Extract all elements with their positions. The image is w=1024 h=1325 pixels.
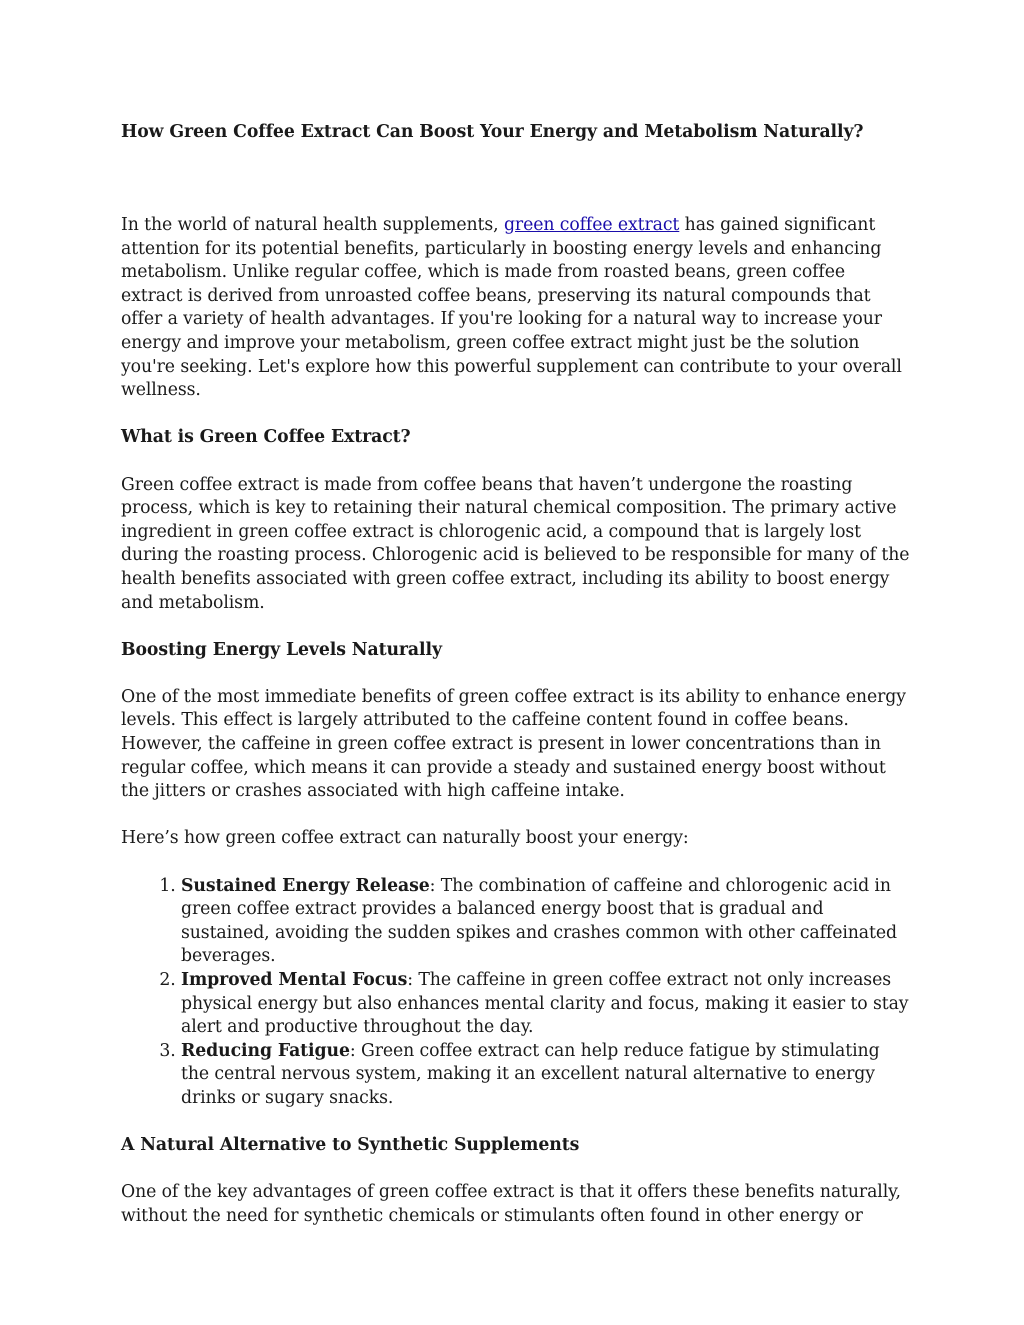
section-body-natural-alternative: One of the key advantages of green coffee extract is that it offers these benefits naturally, without the need for synthetic chemicals or stimulants often found in other energy or xyxy=(121,1182,901,1226)
list-intro: Here’s how green coffee extract can naturally boost your energy: xyxy=(121,828,689,849)
intro-paragraph xyxy=(121,214,911,403)
section-heading-what-is: What is Green Coffee Extract? xyxy=(121,427,411,448)
list-item xyxy=(181,875,911,969)
intro-text-after-link: has gained significant attention for its potential benefits, particularly in boosting energy levels and enhancing metabolism. Unlike regular coffee, which is made from roasted beans, green coffee extract is derived from unroasted coffee beans, preserving its natural compounds that offer a variety of health advantages. If you're looking for a natural way to increase your energy and improve your metabolism, green coffee extract might just be the solution you're seeking. Let's explore how this powerful supplement can contribute to your overall wellness. xyxy=(121,215,902,401)
section-heading-boosting-energy: Boosting Energy Levels Naturally xyxy=(121,639,442,660)
document-page xyxy=(121,118,911,1252)
list-item xyxy=(181,1040,911,1111)
document-title: How Green Coffee Extract Can Boost Your Energy and Metabolism Naturally? xyxy=(121,122,864,142)
list-item-label: Reducing Fatigue xyxy=(181,1040,350,1061)
list-item-label: Improved Mental Focus xyxy=(181,970,408,990)
list-item xyxy=(181,969,911,1040)
green-coffee-extract-link[interactable]: green coffee extract xyxy=(503,215,680,235)
list-item-text: : Green coffee extract can help reduce fatigue by stimulating the central nervous system, making it an excellent natural alternative to energy drinks or sugary snacks. xyxy=(181,1040,880,1108)
intro-text-before-link: In the world of natural health supplements, xyxy=(121,215,504,235)
title-spacer xyxy=(121,146,911,214)
list-item-text: : The combination of caffeine and chlorogenic acid in green coffee extract provides a balanced energy boost that is gradual and sustained, avoiding the sudden spikes and crashes common with other caffeinated beverages. xyxy=(181,875,897,967)
section-body-what-is: Green coffee extract is made from coffee beans that haven’t undergone the roasting process, which is key to retaining their natural chemical composition. The primary active ingredient in green coffee extract is chlorogenic acid, a compound that is largely lost during the roasting process. Chlorogenic acid is believed to be responsible for many of the health benefits associated with green coffee extract, including its ability to boost energy and metabolism. xyxy=(121,474,910,613)
list-item-label: Sustained Energy Release xyxy=(181,875,430,896)
energy-benefits-list xyxy=(121,875,911,1111)
list-item-text: : The caffeine in green coffee extract not only increases physical energy but also enhances mental clarity and focus, making it easier to stay alert and productive throughout the day. xyxy=(181,970,909,1038)
section-body-boosting-energy: One of the most immediate benefits of green coffee extract is its ability to enhance energy levels. This effect is largely attributed to the caffeine content found in coffee beans. However, the caffeine in green coffee extract is present in lower concentrations than in regular coffee, which means it can provide a steady and sustained energy boost without the jitters or crashes associated with high caffeine intake. xyxy=(121,686,906,802)
section-heading-natural-alternative: A Natural Alternative to Synthetic Supplements xyxy=(121,1135,580,1156)
